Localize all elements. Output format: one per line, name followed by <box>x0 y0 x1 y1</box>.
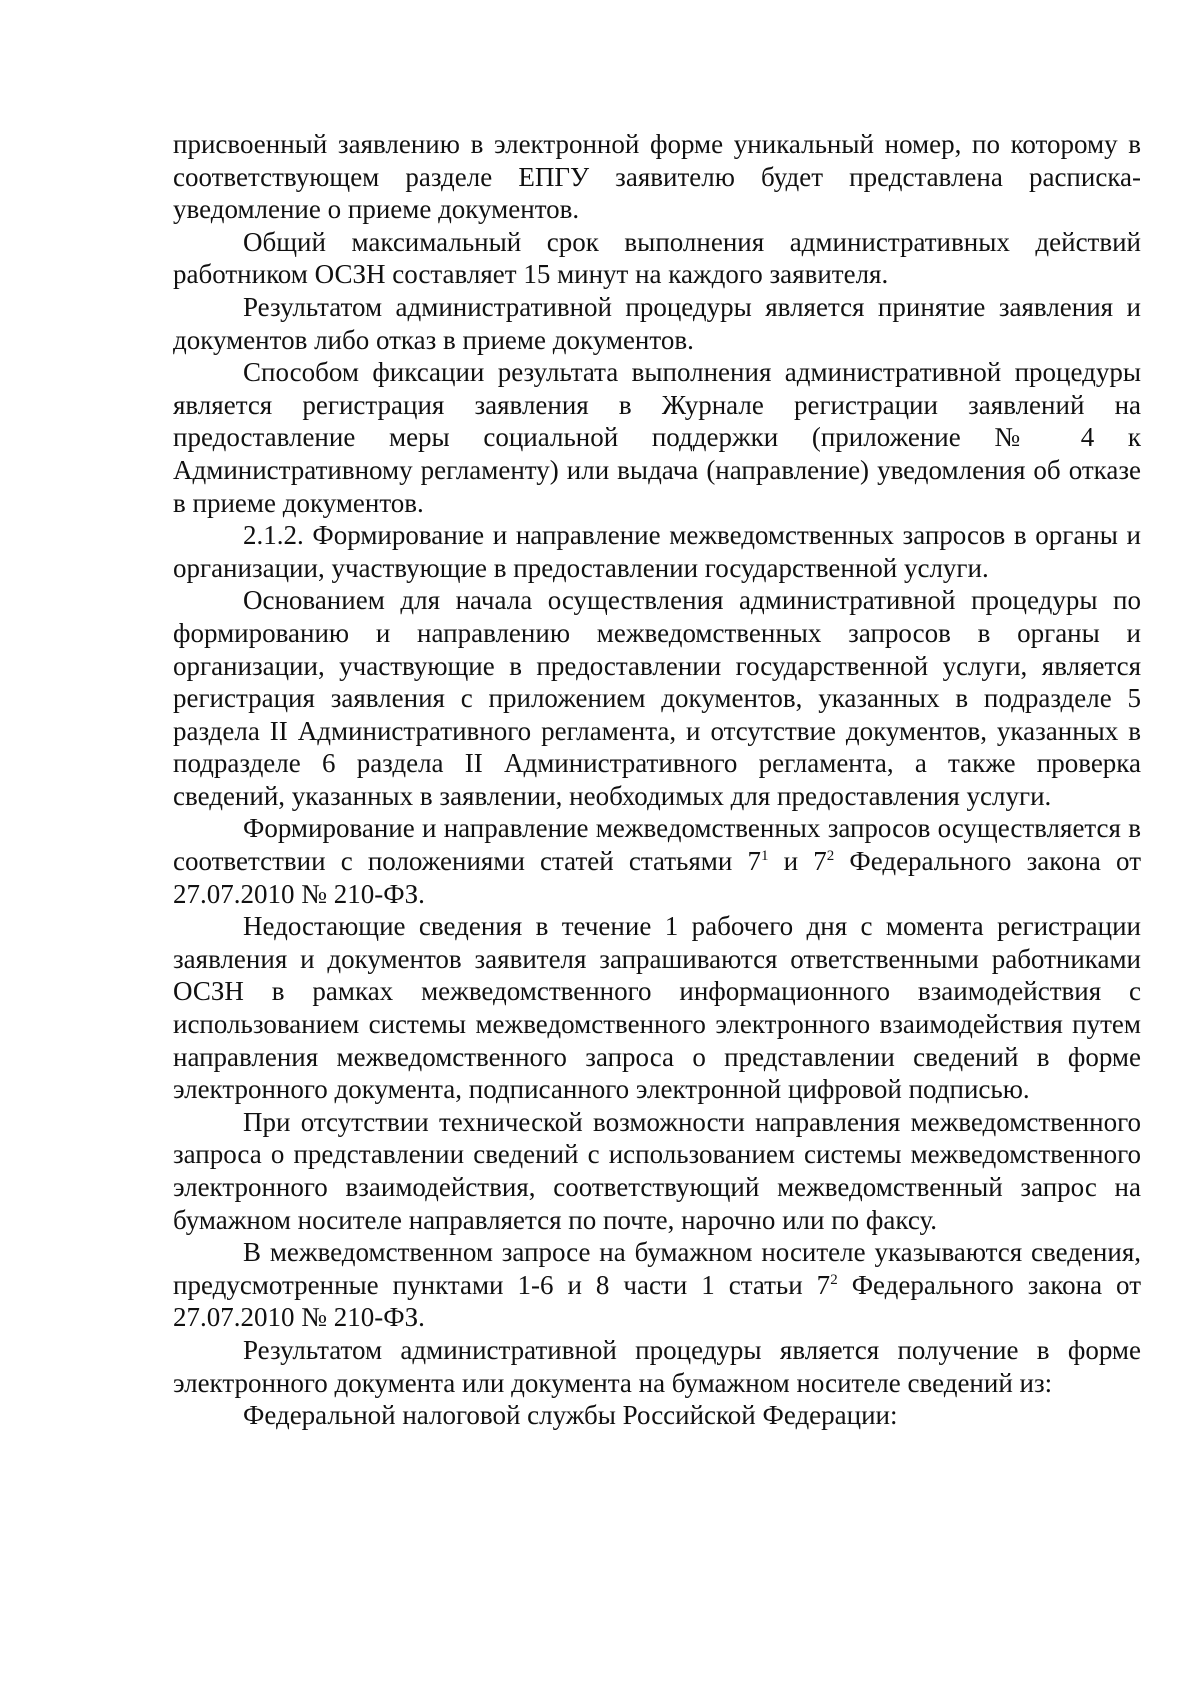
paragraph-max-duration: Общий максимальный срок выполнения административных действий работником ОСЗН составляет 15 минут на каждого заявителя. <box>173 226 1141 290</box>
paragraph-result-receiving: Результатом административной процедуры является получение в форме электронного документа или документа на бумажном носителе сведений из: <box>173 1334 1141 1398</box>
law-reference-text-a: Формирование и направление межведомственных запросов осуществляется в соответствии с положениями статей статьями 7 <box>173 813 1141 877</box>
paragraph-procedure-result: Результатом административной процедуры является принятие заявления и документов либо отказ в приеме документов. <box>173 291 1141 355</box>
superscript-2: 2 <box>830 1271 838 1288</box>
paragraph-missing-information: Недостающие сведения в течение 1 рабочего дня с момента регистрации заявления и документов заявителя запрашиваются ответственными работниками ОСЗН в рамках межведомственного информационного взаимодействия с использованием системы межведомственного электронного взаимодействия путем направления межведомственного запроса о представлении сведений в форме электронного документа, подписанного электронной цифровой подписью. <box>173 911 1141 1105</box>
paragraph-fixation-method: Способом фиксации результата выполнения административной процедуры является регистрация заявления в Журнале регистрации заявлений на предоставление меры социальной поддержки (приложение № 4 к Административному регламенту) или выдача (направление) уведомления об отказе в приеме документов. <box>173 357 1141 518</box>
paragraph-procedure-basis: Основанием для начала осуществления административной процедуры по формированию и направлению межведомственных запросов в органы и организации, участвующие в предоставлении государственной услуги, является регистрация заявления с приложением документов, указанных в подразделе 5 раздела II Административного регламента, и отсутствие документов, указанных в подразделе 6 раздела II Административного регламента, а также проверка сведений, указанных в заявлении, необходимых для предоставления услуги. <box>173 585 1141 811</box>
paragraph-tax-service: Федеральной налоговой службы Российской Федерации: <box>243 1400 898 1431</box>
law-reference-text-c: Федерального закона от 27.07.2010 № 210-ФЗ. <box>173 846 1141 909</box>
document-page <box>173 128 1141 1432</box>
paragraph-receipt-number: присвоенный заявлению в электронной форме уникальный номер, по которому в соответствующем разделе ЕПГУ заявителю будет представлена расписка-уведомление о приеме документов. <box>173 129 1141 225</box>
paragraph-paper-request <box>173 1236 1141 1334</box>
paragraph-no-technical-possibility: При отсутствии технической возможности направления межведомственного запроса о представлении сведений с использованием системы межведомственного электронного взаимодействия, соответствующий межведомственный запрос на бумажном носителе направляется по почте, нарочно или по факсу. <box>173 1106 1141 1235</box>
superscript-1: 1 <box>760 848 769 865</box>
paper-request-text-b: Федерального закона от 27.07.2010 № 210-ФЗ. <box>173 1269 1142 1333</box>
paper-request-text-a: В межведомственном запросе на бумажном носителе указываются сведения, предусмотренные пунктами 1-6 и 8 части 1 статьи 7 <box>173 1237 1141 1300</box>
paragraph-law-reference <box>173 812 1141 910</box>
law-reference-text-b: и 7 <box>768 846 827 877</box>
superscript-2: 2 <box>826 848 835 865</box>
section-heading-2-1-2: 2.1.2. Формирование и направление межведомственных запросов в органы и организации, участвующие в предоставлении государственной услуги. <box>173 520 1141 583</box>
